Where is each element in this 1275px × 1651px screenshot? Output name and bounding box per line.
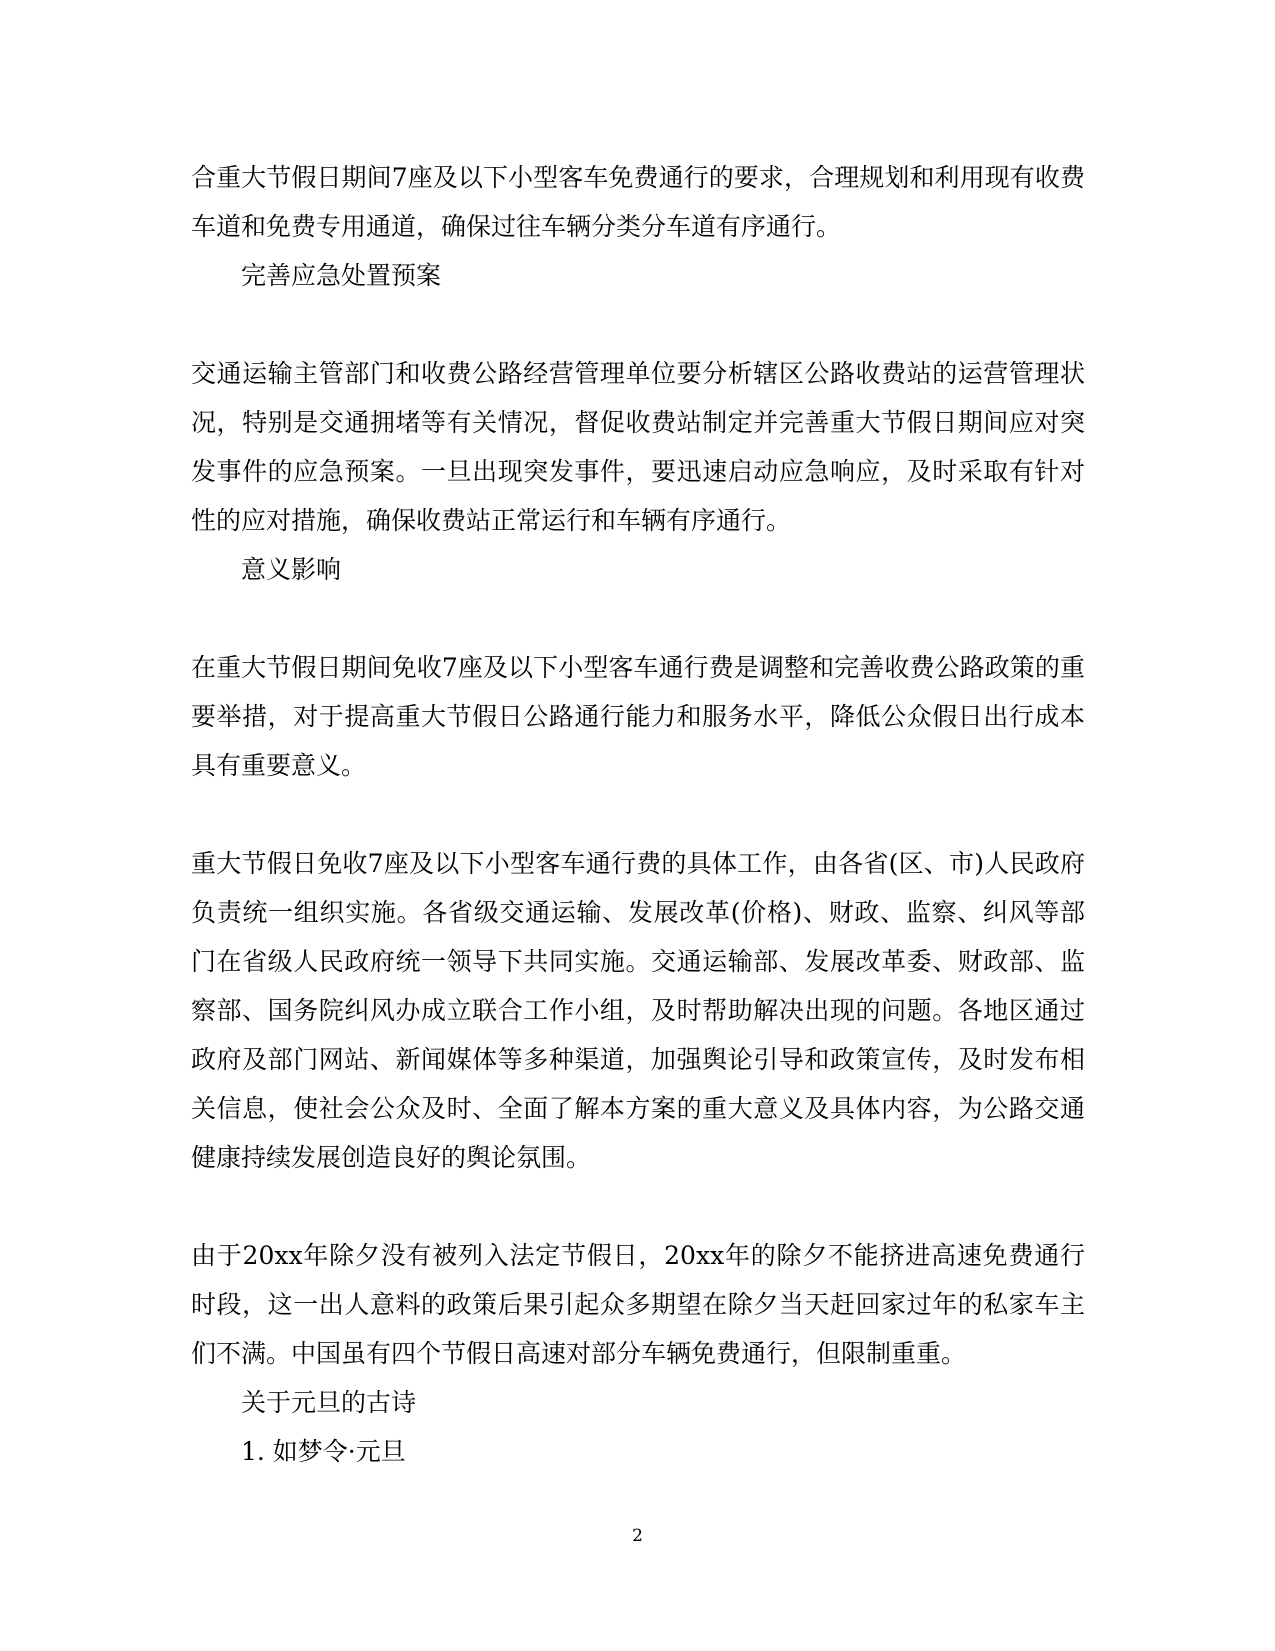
body-paragraph: 在重大节假日期间免收7座及以下小型客车通行费是调整和完善收费公路政策的重要举措，对于提高重大节假日公路通行能力和服务水平，降低公众假日出行成本具有重要意义。 xyxy=(191,653,1085,780)
body-paragraph: 交通运输主管部门和收费公路经营管理单位要分析辖区公路收费站的运营管理状况，特别是交通拥堵等有关情况，督促收费站制定并完善重大节假日期间应对突发事件的应急预案。一旦出现突发事件，要迅速启动应急响应，及时采取有针对性的应对措施，确保收费站正常运行和车辆有序通行。 xyxy=(191,359,1085,535)
body-paragraph: 合重大节假日期间7座及以下小型客车免费通行的要求，合理规划和利用现有收费车道和免费专用通道，确保过往车辆分类分车道有序通行。 xyxy=(191,163,1085,241)
section-heading: 意义影响 xyxy=(241,555,342,584)
document-body xyxy=(191,153,1085,1476)
poem-title: 1. 如梦令·元旦 xyxy=(241,1437,406,1466)
body-paragraph: 由于20xx年除夕没有被列入法定节假日，20xx年的除夕不能挤进高速免费通行时段，这一出人意料的政策后果引起众多期望在除夕当天赶回家过年的私家车主们不满。中国虽有四个节假日高速对部分车辆免费通行，但限制重重。 xyxy=(191,1241,1085,1368)
section-heading: 完善应急处置预案 xyxy=(241,261,442,290)
section-heading: 关于元旦的古诗 xyxy=(241,1388,417,1417)
page-number: 2 xyxy=(632,1526,643,1546)
body-paragraph: 重大节假日免收7座及以下小型客车通行费的具体工作，由各省(区、市)人民政府负责统一组织实施。各省级交通运输、发展改革(价格)、财政、监察、纠风等部门在省级人民政府统一领导下共同实施。交通运输部、发展改革委、财政部、监察部、国务院纠风办成立联合工作小组，及时帮助解决出现的问题。各地区通过政府及部门网站、新闻媒体等多种渠道，加强舆论引导和政策宣传，及时发布相关信息，使社会公众及时、全面了解本方案的重大意义及具体内容，为公路交通健康持续发展创造良好的舆论氛围。 xyxy=(191,849,1085,1172)
